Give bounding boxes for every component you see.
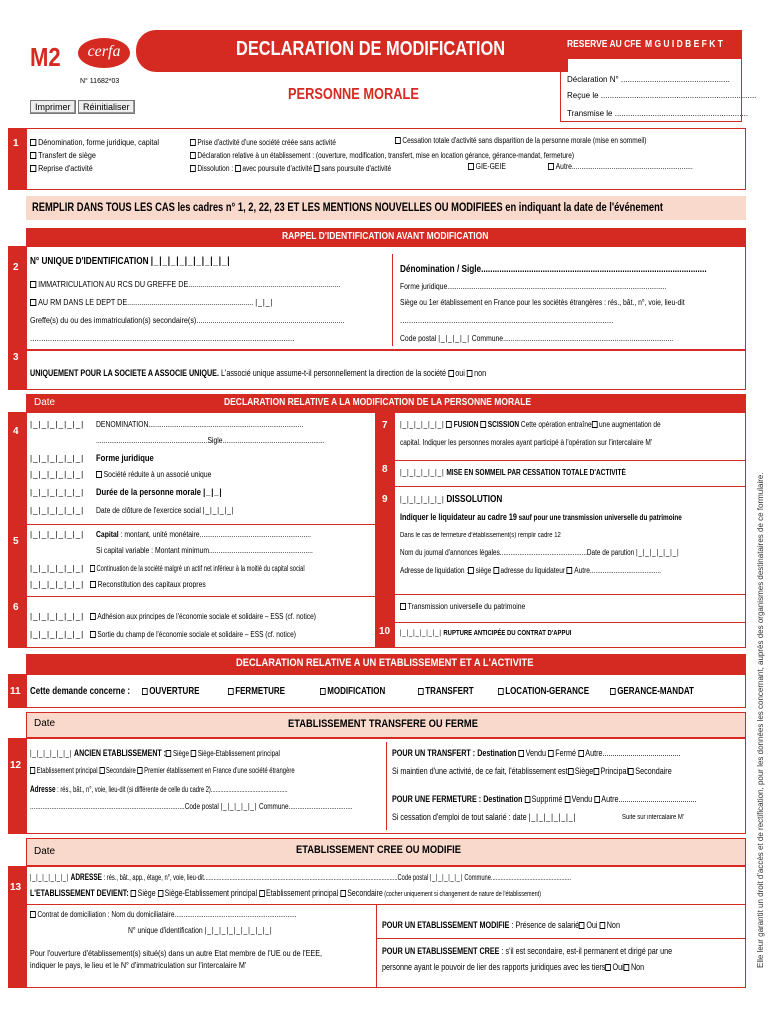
s12-adresse[interactable]: Adresse : rés., bât., n°, voie, lieu-dit (si différente de celle du cadre 2)................................................ [30,784,288,794]
s13-contrat[interactable]: Contrat de domiciliation : Nom du domiciliataire................................................................... [30,910,297,919]
s2-siege[interactable]: Siège ou 1er établissement en France pour les sociétés étrangères : rés., bât., n°, voie, lieu-dit [400,298,685,307]
s9-dissolution[interactable]: |_|_|_|_|_|_| DISSOLUTION [400,494,503,505]
s11-location-gerance[interactable]: LOCATION-GERANCE [498,686,589,697]
page-title: DECLARATION DE MODIFICATION [236,38,506,60]
s2-code-postal[interactable]: Code postal |_|_|_|_| Commune.......................................................................................... [400,334,674,343]
s2-forme[interactable]: Forme juridique.................................................................................................................... [400,282,667,291]
etab-header: DECLARATION RELATIVE A UN ETABLISSEMENT ET A L'ACTIVITE [236,657,534,669]
instructions-banner: REMPLIR DANS TOUS LES CAS les cadres n° 1, 2, 22, 23 ET LES MENTIONS NOUVELLES OU MODIFIEES en indiquant la date de l'événement [32,200,663,214]
s5-date-3[interactable]: |_|_|_|_|_|_| [30,580,85,589]
s2-divider [392,254,393,346]
s6-sortie[interactable]: Sortie du champ de l'économie sociale et solidaire – ESS (cf. notice) [90,630,296,639]
s4-sigle[interactable]: ...........................................................Sigle...................................................... [96,436,325,445]
form-code: M2 [30,42,61,72]
s12-title: ETABLISSEMENT TRANSFERE OU FERME [288,718,478,730]
s3-oui-checkbox[interactable] [448,370,454,377]
s2-rm[interactable]: AU RM DANS LE DEPT DE............................................................... |_|_| [30,298,273,307]
s2-dots: ....................................................................................................................... [30,334,295,343]
s12-type[interactable]: Etablissement principal Secondaire Premier établissement en France d'une société étrangère [30,766,295,775]
section-5-marker [8,524,26,596]
cerfa-logo: cerfa [78,38,130,68]
page-subtitle: PERSONNE MORALE [288,86,419,103]
s5-continuation[interactable]: Continuation de la société malgré un actif net inférieur à la moitié du capital social [90,564,305,573]
s4-date-3[interactable]: |_|_|_|_|_|_| [30,470,85,479]
s5-variable[interactable]: Si capital variable : Montant minimum....................................................... [96,546,313,555]
s13-date: Date [34,846,56,857]
s11-label: Cette demande concerne : [30,686,131,697]
s3-non-checkbox[interactable] [467,370,473,377]
s4-denomination[interactable]: DENOMINATION.................................................................................. [96,420,304,429]
s1-transfert-siege[interactable]: Transfert de siège [30,149,159,162]
s4-cloture[interactable]: Date de clôture de l'exercice social |_|_|_|_| [96,506,235,515]
s2-numero[interactable]: N° UNIQUE D'IDENTIFICATION |_|_|_|_|_|_|_|_|_| [30,256,231,267]
s5-date-2[interactable]: |_|_|_|_|_|_| [30,564,85,573]
section-5-number: 5 [13,536,19,547]
s9-journal[interactable]: Nom du journal d'annonces légales.................................................Date de parution |_|_|_|_|_|_| [400,548,680,557]
s3-question: UNIQUEMENT POUR LA SOCIETE A ASSOCIE UNIQUE. L'associé unique assume-t-il personnellement la direction de la société oui non [30,368,487,378]
s2-denomination[interactable]: Dénomination / Sigle................................................................................................... [400,264,707,275]
s11-modification[interactable]: MODIFICATION [320,686,385,697]
cerfa-number: N° 11682*03 [80,78,120,85]
s13-title: ETABLISSEMENT CREE OU MODIFIE [296,844,462,856]
s1-denomination[interactable]: Dénomination, forme juridique, capital [30,136,159,149]
s1-declaration-etab[interactable]: Déclaration relative à un établissement : (ouverture, modification, transfert, mise en location gérance, gérance-mandat, fermeture) [190,149,574,162]
s4-date-5[interactable]: |_|_|_|_|_|_| [30,506,85,515]
decl-date: Date [34,397,56,408]
section-7-number: 7 [382,420,388,431]
s12-cessation[interactable]: Si cessation d'emploi de tout salarié : date |_|_|_|_|_|_| [392,812,577,822]
print-button[interactable]: Imprimer [30,100,76,114]
s13-adresse[interactable]: |_|_|_|_|_|_| ADRESSE : rés., bât., app., étage, n°, voie, lieu-dit.........................................................................................................................Code postal |_|_|_|_|_| Commune.................................................. [30,872,571,882]
reserve-codes: M G U I D B E F K T [645,39,723,50]
section-3-number: 3 [13,352,19,363]
s10-rupture[interactable]: |_|_|_|_|_|_| RUPTURE ANTICIPÉE DU CONTRAT D'APPUI [400,630,572,637]
s12-fermeture[interactable]: POUR UNE FERMETURE : Destination Supprimé Vendu Autre....................................... [392,794,697,804]
s12-transfert[interactable]: POUR UN TRANSFERT : Destination Vendu Fermé Autre....................................... [392,748,681,758]
s4-forme[interactable]: Forme juridique [96,453,154,463]
s13-cree-line2[interactable]: personne ayant le pouvoir de lier des rapports juridiques avec les tiers Oui Non [382,962,645,972]
s4-societe[interactable]: Société réduite à un associé unique [96,470,211,479]
s6-date-1[interactable]: |_|_|_|_|_|_| [30,612,85,621]
s11-gerance-mandat[interactable]: GERANCE-MANDAT [610,686,694,697]
section-13-number: 13 [10,882,22,893]
recue-le: Reçue le ...................................................................... [567,91,757,100]
section-10-number: 10 [379,626,391,637]
declaration-no: Déclaration N° ................................................. [567,75,730,84]
s12-code-postal[interactable]: .......................................................................................Code postal |_|_|_|_|_| Commune.................................... [30,802,353,811]
section-1-number: 1 [13,138,19,149]
s1-prise-activite[interactable]: Prise d'activité d'une société créée sans activité [190,136,574,149]
section-2-number: 2 [13,262,19,273]
s11-fermeture[interactable]: FERMETURE [228,686,285,697]
s6-adhesion[interactable]: Adhésion aux principes de l'économie sociale et solidaire – ESS (cf. notice) [90,612,316,621]
s9-transmission[interactable]: Transmission universelle du patrimoine [400,602,525,611]
s1-reprise[interactable]: Reprise d'activité [30,162,159,175]
reserve-box [560,30,757,122]
decl-right-box [394,412,746,648]
s12-date: Date [34,718,56,729]
section-9-marker [376,486,394,622]
s12-maintien[interactable]: Si maintien d'une activité, de ce fait, l'établissement est Siège Principal Secondaire [392,766,672,776]
side-notice: Elle leur garantit un droit d'accès et de rectification, pour les données les concernant, auprès des organismes destinataires de ce formulaire. [756,472,765,968]
s9-liquidateur: Indiquer le liquidateur au cadre 19 sauf pour une transmission universelle du patrimoine [400,512,682,522]
s4-date-4[interactable]: |_|_|_|_|_|_| [30,488,85,497]
s2-greffes[interactable]: Greffe(s) du ou des immatriculation(s) secondaire(s).......................................................................... [30,316,345,325]
reserve-label: RESERVE AU CFE [567,39,642,50]
s13-cree: POUR UN ETABLISSEMENT CREE : s'il est secondaire, est-il permanent et dirigé par une [382,946,673,956]
s13-devient[interactable]: L'ETABLISSEMENT DEVIENT: Siège Siège-Etablissement principal Etablissement principal Secondaire (cocher uniquement si changement de nature de l'établissement) [30,888,542,898]
s13-ouverture: Pour l'ouverture d'établissement(s) situé(s) dans un autre Etat membre de l'UE ou de l'EEE, indiquer le pays, le lieu et le N° d'immatriculation sur l'intercalaire M' [30,949,323,970]
section-8-number: 8 [382,464,388,475]
s12-ancien[interactable]: |_|_|_|_|_|_| ANCIEN ETABLISSEMENT : Siège Siège-Etablissement principal [30,748,280,758]
section-4-number: 4 [13,426,19,437]
s2-siege-dots: ................................................................................................ [400,316,614,325]
s11-transfert[interactable]: TRANSFERT [418,686,474,697]
s9-adresse[interactable]: Adresse de liquidation : siège adresse du liquidateur Autre....................................... [400,566,662,575]
s6-date-2[interactable]: |_|_|_|_|_|_| [30,630,85,639]
s7-line2: capital. Indiquer les personnes morales ayant participé à l'opération sur l'intercalaire M' [400,438,653,447]
section-12-marker [8,738,26,834]
s5-capital[interactable]: Capital : montant, unité monétaire........................................................... [96,530,312,539]
transmise-le: Transmise le ............................................................ [567,109,749,118]
s11-ouverture[interactable]: OUVERTURE [142,686,199,697]
s12-suite: Suite sur intercalaire M' [622,814,684,821]
s5-reconstitution[interactable]: Reconstitution des capitaux propres [90,580,206,589]
decl-title: DECLARATION RELATIVE A LA MODIFICATION DE LA PERSONNE MORALE [224,397,532,408]
s4-duree[interactable]: Durée de la personne morale |_|_| [96,487,223,497]
rappel-header: RAPPEL D'IDENTIFICATION AVANT MODIFICATION [282,231,489,242]
s2-rcs[interactable]: IMMATRICULATION AU RCS DU GREFFE DE............................................................................ [30,280,340,289]
s1-dissolution[interactable]: Dissolution : avec poursuite d'activité sans poursuite d'activité [190,162,574,175]
section-11-number: 11 [10,686,21,697]
s1-cessation[interactable]: Cessation totale d'activité sans disparition de la personne morale (mise en sommeil) [395,136,646,145]
s13-numero[interactable]: N° unique d'identification |_|_|_|_|_|_|_|_|_| [128,926,273,935]
s1-col1 [30,136,159,175]
s9-cas: Dans le cas de fermeture d'établissement(s) remplir cadre 12 [400,532,561,539]
s7-fusion[interactable]: |_|_|_|_|_|_| FUSION SCISSION Cette opération entraîne une augmentation de [400,420,661,429]
s8-mise-en-sommeil[interactable]: |_|_|_|_|_|_| MISE EN SOMMEIL PAR CESSATION TOTALE D'ACTIVITÉ [400,468,626,477]
s5-date-1[interactable]: |_|_|_|_|_|_| [30,530,85,539]
s1-autre[interactable]: Autre................................................................ [548,162,693,171]
s13-modifie[interactable]: POUR UN ETABLISSEMENT MODIFIE : Présence de salarié Oui Non [382,920,620,930]
section-9-number: 9 [382,494,388,505]
s4-date-1[interactable]: |_|_|_|_|_|_| [30,420,85,429]
s1-gie[interactable]: GIE-GEIE [468,162,506,171]
section-12-number: 12 [10,760,22,771]
reset-button[interactable]: Réinitialiser [78,100,135,114]
section-6-number: 6 [13,602,19,613]
s4-date-2[interactable]: |_|_|_|_|_|_| [30,454,85,463]
